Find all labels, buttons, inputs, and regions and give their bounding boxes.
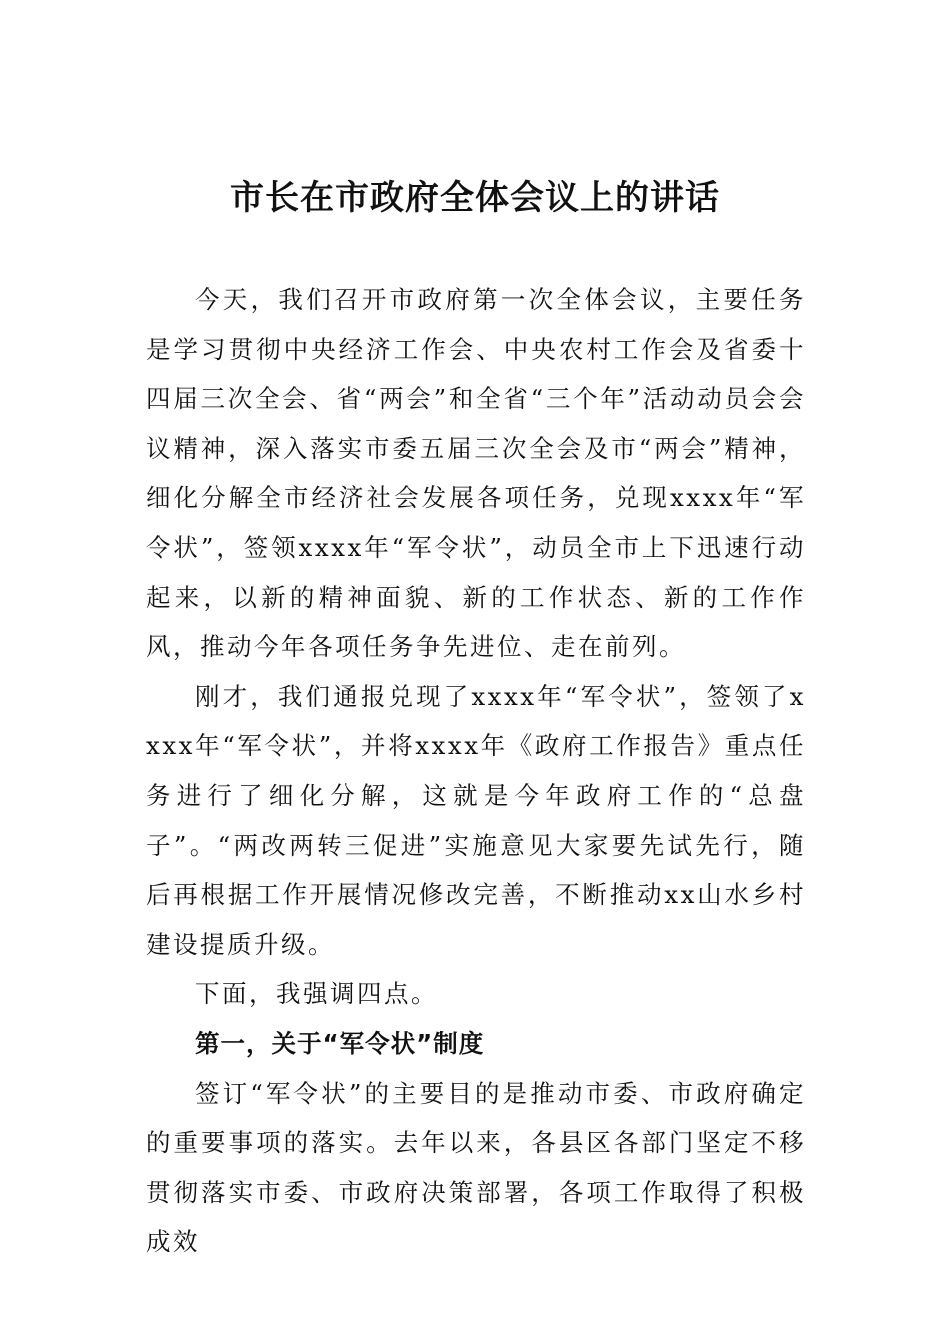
paragraph-report: 刚才，我们通报兑现了xxxx年“军令状”，签领了xxxx年“军令状”，并将xxxx年《政府工作报告》重点任务进行了细化分解，这就是今年政府工作的“总盘子”。“两改两转三促进”实施意见大家要先试先行，随后再根据工作开展情况修改完善，不断推动xx山水乡村建设提质升级。	[146, 681, 806, 959]
document-title: 市长在市政府全体会议上的讲话	[230, 178, 720, 218]
document-body	[146, 275, 806, 1267]
paragraph-military-order: 签订“军令状”的主要目的是推动市委、市政府确定的重要事项的落实。去年以来，各县区各部门坚定不移贯彻落实市委、市政府决策部署，各项工作取得了积极成效	[146, 1078, 806, 1257]
paragraph-intro: 今天，我们召开市政府第一次全体会议，主要任务是学习贯彻中央经济工作会、中央农村工作会及省委十四届三次全会、省“两会”和全省“三个年”活动动员会会议精神，深入落实市委五届三次全会及市“两会”精神，细化分解全市经济社会发展各项任务，兑现xxxx年“军令状”，签领xxxx年“军令状”，动员全市上下迅速行动起来，以新的精神面貌、新的工作状态、新的工作作风，推动今年各项任务争先进位、走在前列。	[146, 285, 806, 662]
paragraph-points: 下面，我强调四点。	[195, 979, 438, 1009]
section-heading-first: 第一，关于“军令状”制度	[195, 1028, 485, 1058]
